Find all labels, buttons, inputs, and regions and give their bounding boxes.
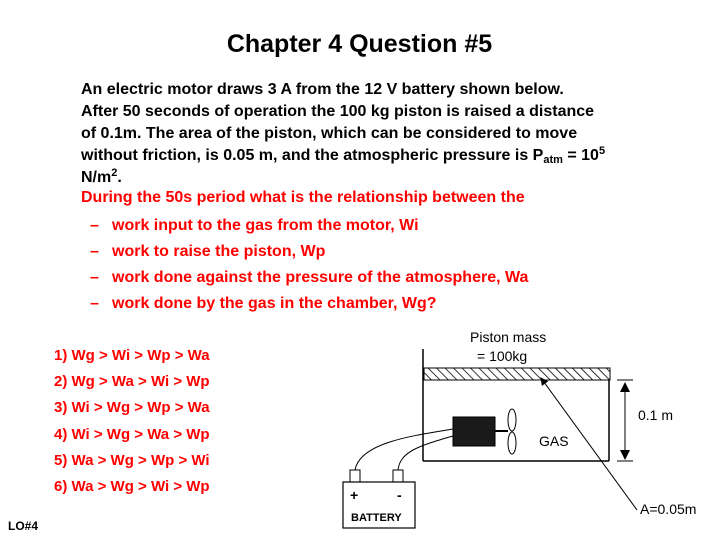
pressure-exponent: 5 [598,145,606,157]
page-title: Chapter 4 Question #5 [226,30,493,58]
dash-marker: – [90,217,99,234]
statement-line-1: An electric motor draws 3 A from the 12 V battery shown below. [81,81,564,98]
p-atm-symbol: P [532,147,544,164]
dash-marker: – [90,269,99,286]
statement-line-3: of 0.1m. The area of the piston, which can be considered to move [81,125,578,142]
answer-option-1[interactable]: 1) Wg > Wi > Wp > Wa [54,347,210,364]
dash-marker: – [90,243,99,260]
battery-minus-sign: - [397,487,402,503]
bullet-text: work to raise the piston, Wp [112,243,326,260]
dash-marker: – [90,295,99,312]
piston-mass-label: Piston mass [470,329,547,345]
bullet-text: work done by the gas in the chamber, Wg? [112,295,437,312]
fan-blade-bottom [508,432,516,454]
equals-ten: = 10 [562,147,599,164]
bullet-text: work done against the pressure of the atmosphere, Wa [112,269,529,286]
bullet-text: work input to the gas from the motor, Wi [112,217,419,234]
battery-plus-sign: + [350,487,359,503]
answer-option-5[interactable]: 5) Wa > Wg > Wp > Wi [54,451,210,469]
battery-label: BATTERY [351,512,402,524]
wire-negative [398,436,453,470]
piston [424,368,610,380]
piston-mass-value: = 100kg [477,348,528,364]
statement-line-4-text: without friction, is 0.05 m, and the atmospheric pressure is [81,147,533,164]
fan-blade-top [508,409,516,431]
height-arrow-up [620,382,630,392]
answer-option-6[interactable]: 6) Wa > Wg > Wi > Wp [54,477,210,495]
gas-label: GAS [539,433,569,449]
motor [453,417,495,446]
unit-text: N/m [81,169,112,186]
answer-option-3[interactable]: 3) Wi > Wg > Wp > Wa [54,399,210,417]
question-text: During the 50s period what is the relationship between the [81,189,525,206]
statement-line-2: After 50 seconds of operation the 100 kg piston is raised a distance [81,103,595,120]
p-atm-subscript: atm [543,154,563,166]
unit-end: . [117,169,122,186]
answer-option-4[interactable]: 4) Wi > Wg > Wa > Wp [54,425,210,443]
height-arrow-down [620,450,630,460]
battery-terminal-positive [350,470,360,482]
height-label: 0.1 m [638,407,674,423]
battery-terminal-negative [393,470,403,482]
wire-positive [355,429,453,470]
footer-lo-label: LO#4 [8,519,39,533]
answer-option-2[interactable]: 2) Wg > Wa > Wi > Wp [54,373,210,391]
unit-exponent: 2 [111,167,118,179]
area-label: A=0.05m [640,501,697,517]
